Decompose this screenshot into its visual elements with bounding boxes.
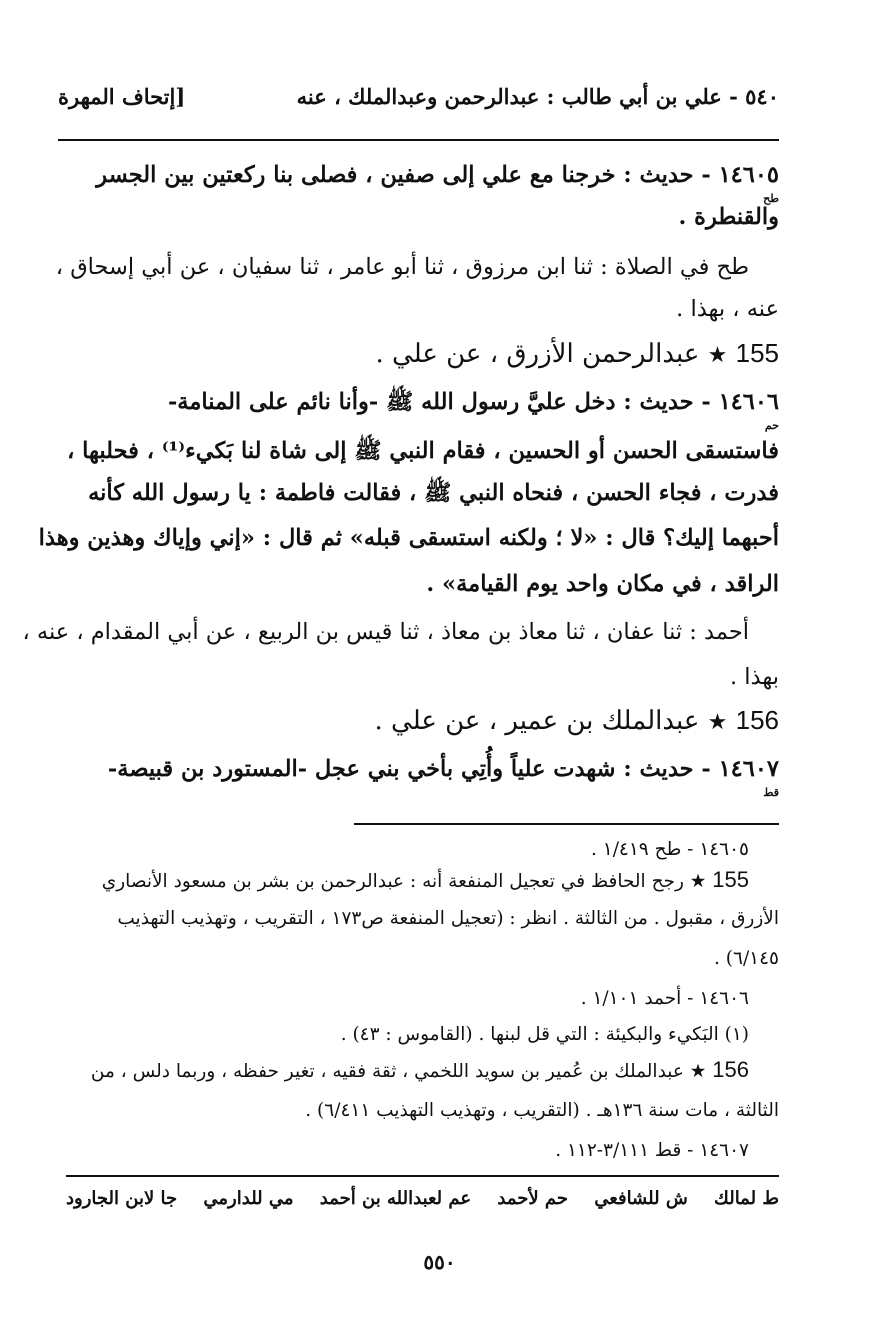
section-number: 156	[735, 705, 779, 735]
abbreviation-item: ش للشافعي	[594, 1188, 688, 1209]
star-icon: ★	[689, 1061, 707, 1082]
header-rule	[58, 139, 779, 141]
footnote-156-line-2: الثالثة ، مات سنة ١٣٦هـ . (التقريب ، وتهذيب التهذيب ٦/٤١١) .	[305, 1100, 779, 1121]
footnote-text: عبدالملك بن عُمير بن سويد اللخمي ، ثقة فقيه ، تغير حفظه ، وربما دلس ، من	[90, 1061, 684, 1082]
source-14605-line-2: عنه ، بهذا .	[676, 296, 779, 322]
footnote-14606: ١٤٦٠٦ - أحمد ١/١٠١ .	[580, 988, 749, 1009]
hadith-14605-line-1	[96, 158, 779, 205]
abbreviations-rule	[66, 1175, 779, 1177]
section-title: عبدالملك بن عمير ، عن علي .	[374, 706, 700, 736]
hadith-text: - حديث : شهدت علياً وأُتِي بأخي بني عجل -المستورد بن قبيصة-	[107, 756, 711, 782]
source-mark: حم	[764, 419, 779, 432]
footnote-156-line-1	[91, 1056, 749, 1086]
abbreviation-legend	[66, 1188, 779, 1209]
footnote-14605: ١٤٦٠٥ - طح ١/٤١٩ .	[591, 839, 749, 860]
hadith-14606-line-3: فدرت ، فجاء الحسن ، فنحاه النبي ﷺ ، فقالت فاطمة : يا رسول الله كأنه	[88, 480, 779, 506]
hadith-text: - حديث : خرجنا مع علي إلى صفين ، فصلى بنا ركعتين بين الجسر	[96, 162, 711, 188]
footnote-number: 155	[712, 867, 749, 892]
hadith-14606-line-5: الراقد ، في مكان واحد يوم القيامة» .	[426, 571, 779, 597]
footnote-14607: ١٤٦٠٧ - قط ٣/١١١-١١٢ .	[555, 1140, 749, 1161]
footnote-1: (١) البَكيء والبكيئة : التي قل لبنها . (القاموس : ٤٣) .	[340, 1024, 749, 1045]
hadith-14607-line-1	[107, 752, 779, 799]
hadith-text: - حديث : دخل عليَّ رسول الله ﷺ -وأنا نائم على المنامة-	[167, 389, 711, 415]
star-icon: ★	[689, 871, 707, 892]
star-icon: ★	[707, 343, 728, 368]
abbreviation-item: عم لعبدالله بن أحمد	[319, 1188, 472, 1209]
footnote-text: رجح الحافظ في تعجيل المنفعة أنه : عبدالرحمن بن بشر بن مسعود الأنصاري	[101, 871, 684, 892]
hadith-14606-line-4: أحبهما إليك؟ قال : «لا ؛ ولكنه استسقى قبله» ثم قال : «إني وإياك وهذين وهذا	[38, 525, 779, 551]
section-number: 155	[735, 338, 779, 368]
source-mark: قط	[763, 786, 779, 799]
hadith-number: ١٤٦٠٧	[718, 756, 779, 782]
hadith-14606-line-1	[167, 385, 779, 432]
source-14606-line-2: بهذا .	[730, 664, 779, 690]
footnote-155-line-3: ٦/١٤٥) .	[714, 948, 779, 969]
header-chapter-title: ٥٤٠ - علي بن أبي طالب : عبدالرحمن وعبدالملك ، عنه	[296, 84, 779, 109]
abbreviation-item: مي للدارمي	[203, 1188, 294, 1209]
page-number: ٥٥٠	[423, 1250, 456, 1274]
source-mark: طح	[763, 192, 779, 205]
footnote-rule	[354, 823, 779, 825]
section-155-heading	[376, 333, 779, 376]
footnote-155-line-2: الأزرق ، مقبول . من الثالثة . انظر : (تعجيل المنفعة ص١٧٣ ، التقريب ، وتهذيب التهذيب	[117, 908, 779, 929]
hadith-number: ١٤٦٠٦	[718, 389, 779, 415]
abbreviation-item: ط لمالك	[714, 1188, 779, 1209]
source-14605-line-1: طح في الصلاة : ثنا ابن مرزوق ، ثنا أبو عامر ، ثنا سفيان ، عن أبي إسحاق ،	[55, 254, 749, 280]
star-icon: ★	[707, 710, 728, 735]
running-header	[58, 84, 779, 118]
source-14606-line-1: أحمد : ثنا عفان ، ثنا معاذ بن معاذ ، ثنا قيس بن الربيع ، عن أبي المقدام ، عنه ،	[22, 619, 749, 645]
hadith-14605-line-2: والقنطرة .	[678, 204, 779, 230]
footnote-155-line-1	[102, 866, 749, 896]
hadith-14606-line-2: فاستسقى الحسن أو الحسين ، فقام النبي ﷺ إلى شاة لنا بَكيء⁽¹⁾ ، فحلبها ،	[67, 438, 779, 464]
section-156-heading	[375, 700, 779, 743]
header-book-title: [إتحاف المهرة	[58, 84, 186, 109]
footnote-number: 156	[712, 1057, 749, 1082]
abbreviation-item: حم لأحمد	[497, 1188, 569, 1209]
hadith-number: ١٤٦٠٥	[718, 162, 779, 188]
section-title: عبدالرحمن الأزرق ، عن علي .	[375, 339, 700, 369]
abbreviation-item: جا لابن الجارود	[66, 1188, 178, 1209]
